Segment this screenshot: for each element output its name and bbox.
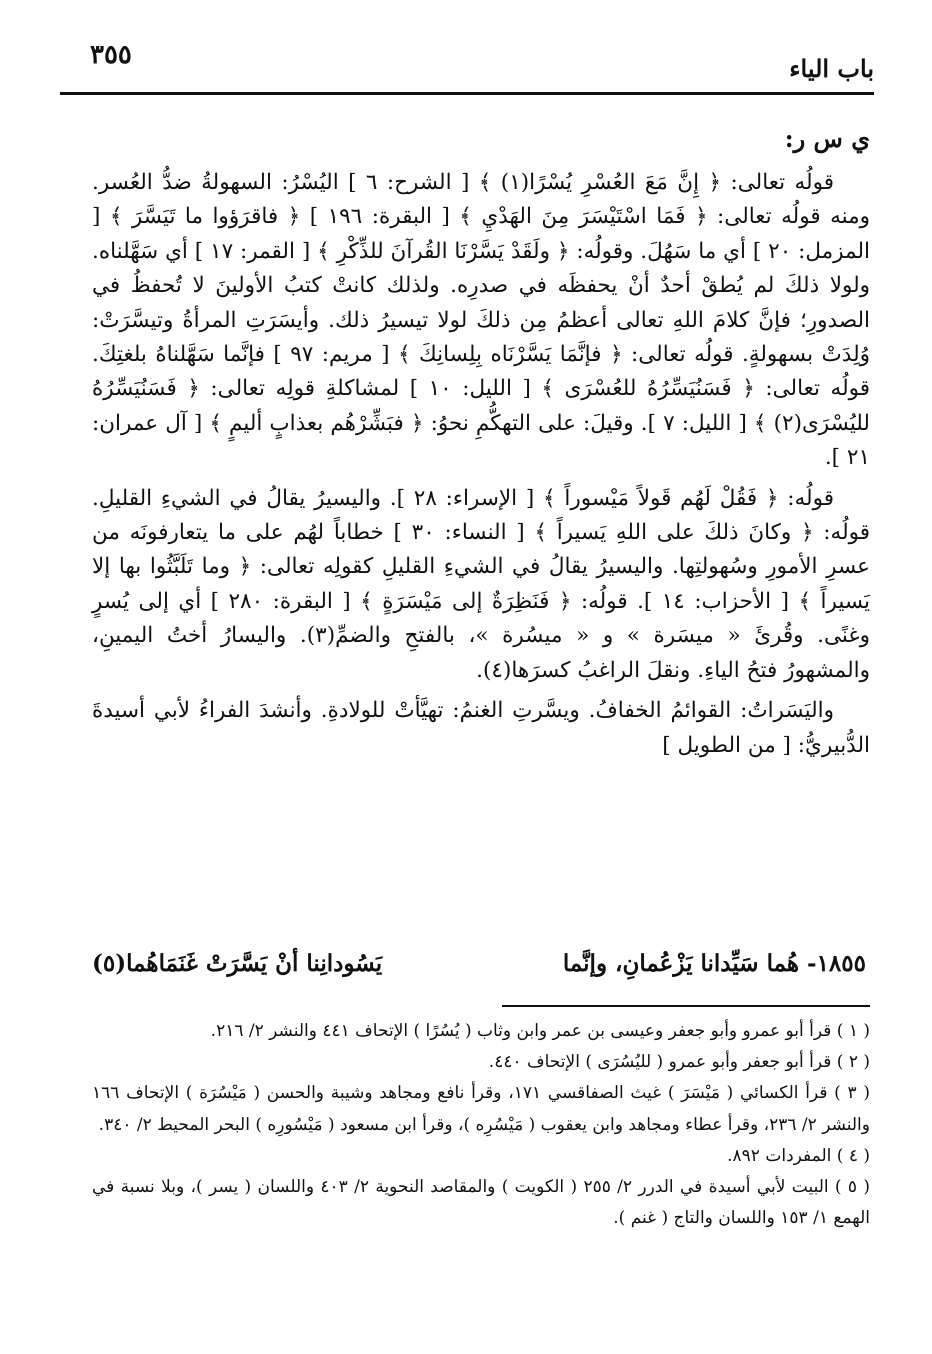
paragraph: واليَسَراتُ: القوائمُ الخفافُ. ويسَّرتِ الغنمُ: تهيَّأتْ للولادةِ. وأنشدَ الفراءُ لأبي أسيدةَ الدُّبيريُّ: [ من الطويل ] xyxy=(92,698,870,758)
running-header xyxy=(60,28,874,95)
footnote-separator xyxy=(502,1005,870,1007)
paragraph: قولُه تعالى: ﴿ إِنَّ مَعَ العُسْرِ يُسْرًا(١) ﴾ [ الشرح: ٦ ] اليُسْرُ: السهولةُ ضدُّ العُسر. ومنه قولُه تعالى: ﴿ فَمَا اسْتَيْسَرَ مِنَ الهَدْيِ ﴾ [ البقرة: ١٩٦ ] ﴿ فاقرَؤوا ما تَيَسَّرَ ﴾ [ المزمل: ٢٠ ] أي ما سَهُلَ. وقولُه: ﴿ ولَقَدْ يَسَّرْنَا القُرآنَ للذِّكْرِ ﴾ [ القمر: ١٧ ] أي سَهَّلناه. ولولا ذلكَ لم يُطقْ أحدٌ أنْ يحفظَه في صدرِه. ولذلك كانتْ كتبُ الأولينَ لا تُحفظُ في الصدورِ؛ فإنَّ كلامَ اللهِ تعالى أعظمُ مِن ذلكَ لولا تيسيرُ ذلك. وأيسَرَتِ المرأةُ وتيسَّرَتْ: وُلِدَتْ بسهولةٍ. قولُه تعالى: ﴿ فإنَّمَا يَسَّرْنَاه بِلِسانِكَ ﴾ [ مريم: ٩٧ ] فإنَّما سَهَّلناهُ بلغتِكَ. قولُه تعالى: ﴿ فَسَنُيَسِّرُهُ للعُسْرَى ﴾ [ الليل: ١٠ ] لمشاكلةِ قولِه تعالى: ﴿ فَسَنُيَسِّرُهُ لليُسْرَى(٢) ﴾ [ الليل: ٧ ]. وقيلَ: على التهكُّمِ نحوُ: ﴿ فبَشِّرْهُم بعذابٍ أليمٍ ﴾ [ آل عمران: ٢١ ]. xyxy=(92,170,870,471)
verse-second-hemistich: يَسُودانِنا أنْ يَسَّرَتْ غَنَمَاهُما(٥) xyxy=(92,950,383,977)
section-title: باب الياء xyxy=(789,54,874,83)
footnotes xyxy=(92,1016,870,1234)
paragraph: قولُه: ﴿ فَقُلْ لَهُم قَولاً مَيْسوراً ﴾ [ الإسراء: ٢٨ ]. واليسيرُ يقالُ في الشيءِ القليلِ. قولُه: ﴿ وكانَ ذلكَ على اللهِ يَسيراً ﴾ [ النساء: ٣٠ ] خطاباً لهُم على ما يتعارفونَه من عسرِ الأمورِ وسُهولتِها. واليسيرُ يقالُ في الشيءِ القليلِ كقولِه تعالى: ﴿ وما تَلَبَّثُوا بها إلا يَسيراً ﴾ [ الأحزاب: ١٤ ]. قولُه: ﴿ فَنَظِرَةٌ إلى مَيْسَرَةٍ ﴾ [ البقرة: ٢٨٠ ] أي إلى يُسرٍ وغنًى. وقُرئَ « ميسَرة » و « ميسُرة »، بالفتحِ والضمِّ(٣). واليسارُ أختُ اليمينِ، والمشهورُ فتحُ الياءِ. ونقلَ الراغبُ كسرَها(٤). xyxy=(92,485,871,683)
entry-root-heading: ي س ر: xyxy=(784,124,870,153)
footnote: ( ٢ ) قرأ أبو جعفر وأبو عمرو ( لليُسُرَى ) الإتحاف ٤٤٠. xyxy=(488,1052,870,1073)
verse-first-hemistich: ١٨٥٥- هُما سَيِّدانا يَزْعُمانِ، وإنَّما xyxy=(562,950,866,977)
poetry-verse xyxy=(92,938,866,988)
page-number: ٣٥٥ xyxy=(90,40,132,70)
entry-body xyxy=(92,166,870,763)
footnote: ( ١ ) قرأ أبو عمرو وأبو جعفر وعيسى بن عمر وابن وثاب ( يُسُرًا ) الإتحاف ٤٤١ والنشر ٢/ ٢١٦. xyxy=(210,1021,870,1041)
footnote: ( ٥ ) البيت لأبي أسيدة في الدرر ٢/ ٢٥٥ ( الكويت ) والمقاصد النحوية ٢/ ٤٠٣ واللسان ( يسر )، وبلا نسبة في الهمع ١/ ١٥٣ واللسان والتاج ( غنم ). xyxy=(92,1177,870,1229)
footnote: ( ٤ ) المفردات ٨٩٢. xyxy=(727,1145,870,1166)
footnote: ( ٣ ) قرأ الكسائي ( مَيْسَرَ ) غيث الصفاقسي ١٧١، وقرأ نافع ومجاهد وشيبة والحسن ( مَيْسُرَة ) الإتحاف ١٦٦ والنشر ٢/ ٢٣٦، وقرأ عطاء ومجاهد وابن يعقوب ( مَيْسُرِه )، وقرأ ابن مسعود ( مَيْسُورِه ) البحر المحيط ٢/ ٣٤٠. xyxy=(92,1083,870,1135)
